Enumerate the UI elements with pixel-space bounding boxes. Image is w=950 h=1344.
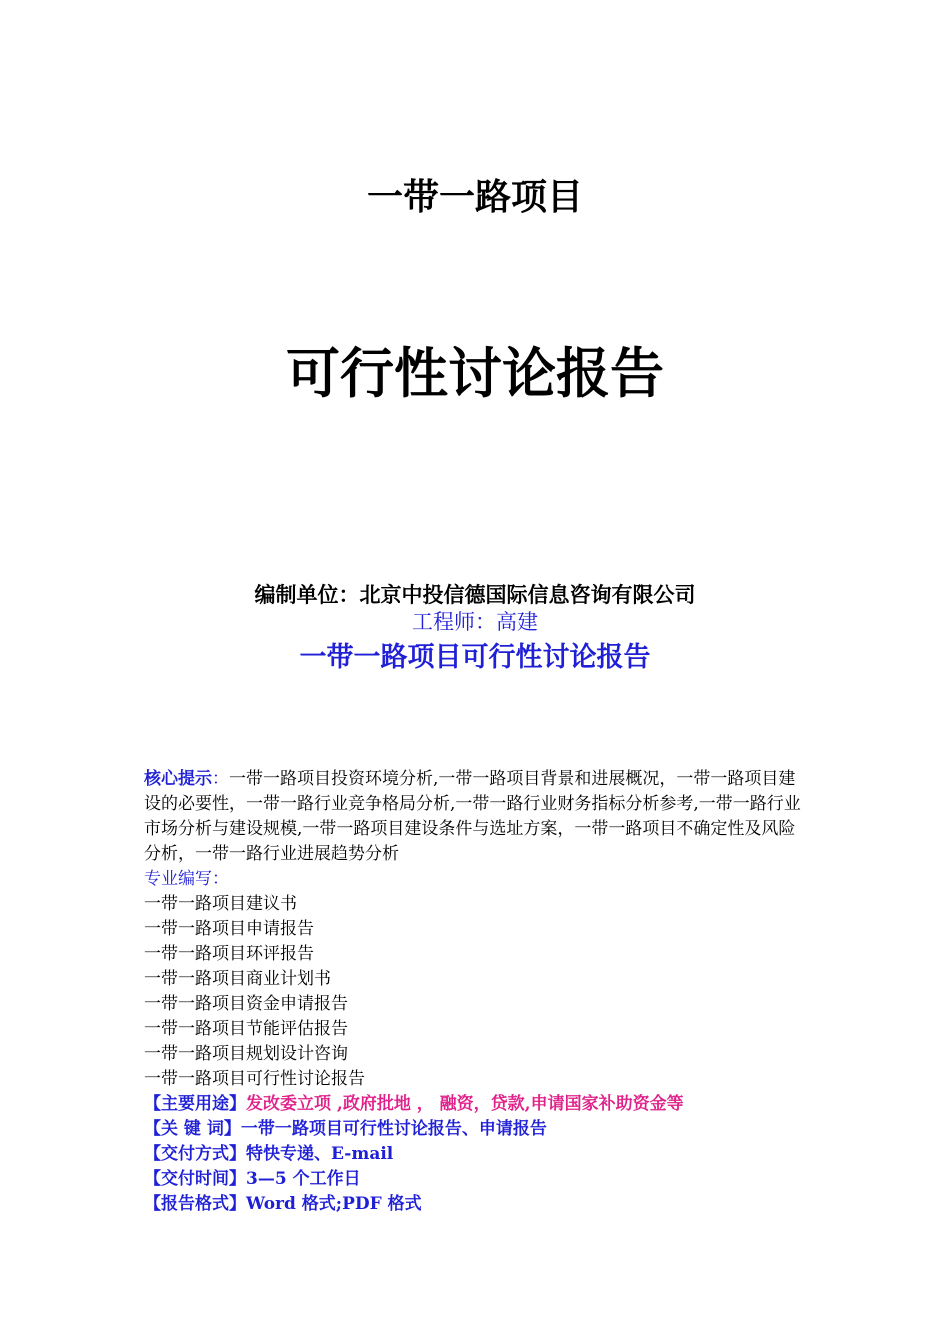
service-item: 一带一路项目申请报告 [144,919,314,939]
core-summary-paragraph [144,767,808,867]
keywords-value: 一带一路项目可行性讨论报告、申请报告 [240,1119,547,1139]
format-value: Word 格式;PDF 格式 [246,1194,422,1214]
format-row [144,1192,808,1217]
service-item: 一带一路项目商业计划书 [144,969,331,989]
format-label: 【报告格式】 [144,1194,246,1214]
services-label: 专业编写： [144,869,229,889]
core-summary-text: 一带一路项目投资环境分析,一带一路项目背景和进展概况，一带一路项目建设的必要性，一带一路行业竞争格局分析,一带一路行业财务指标分析参考,一带一路行业市场分析与建设规模,一带一路项目建设条件与选址方案，一带一路项目不确定性及风险分析，一带一路行业进展趋势分析 [144,769,801,864]
core-summary-colon: ： [212,769,229,789]
service-item: 一带一路项目可行性讨论报告 [144,1069,365,1089]
engineer-name: 工程师：高建 [412,610,538,634]
delivery-time-value: 3—5 个工作日 [246,1169,361,1189]
service-item: 一带一路项目建议书 [144,894,297,914]
purpose-label: 【主要用途】 [144,1094,246,1114]
core-summary-label: 核心提示 [144,769,212,789]
compiling-organization: 编制单位：北京中投信德国际信息咨询有限公司 [254,582,696,607]
report-summary-block [144,767,808,1217]
keywords-label: 【关 键 词】 [144,1119,241,1139]
service-item: 一带一路项目节能评估报告 [144,1019,348,1039]
report-subtitle: 一带一路项目可行性讨论报告 [299,642,651,673]
cover-title-line2: 可行性讨论报告 [286,341,664,405]
delivery-time-label: 【交付时间】 [144,1169,246,1189]
delivery-time-row [144,1167,808,1192]
service-item: 一带一路项目资金申请报告 [144,994,348,1014]
cover-title-line1: 一带一路项目 [366,176,583,218]
purpose-row [144,1092,808,1117]
service-item: 一带一路项目环评报告 [144,944,314,964]
keywords-row [144,1117,808,1142]
service-item: 一带一路项目规划设计咨询 [144,1044,348,1064]
delivery-value: 特快专递、E-mail [246,1144,394,1164]
purpose-value: 发改委立项 ,政府批地 ， 融资，贷款,申请国家补助资金等 [246,1094,684,1114]
delivery-row [144,1142,808,1167]
delivery-label: 【交付方式】 [144,1144,246,1164]
